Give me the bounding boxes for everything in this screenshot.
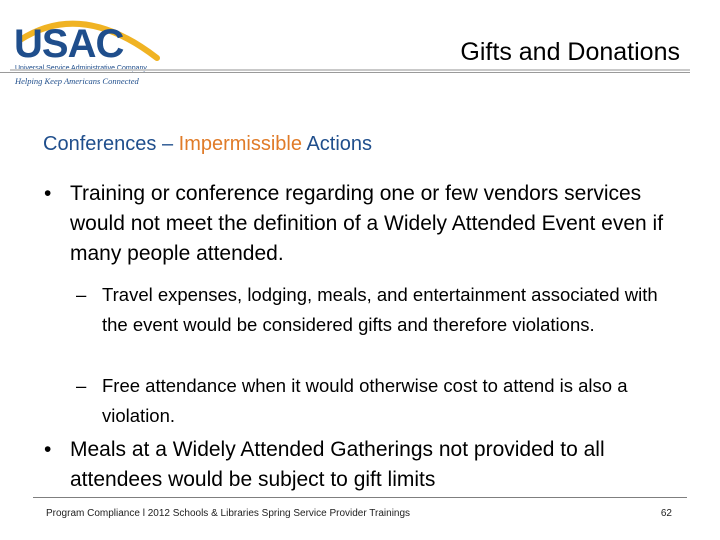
- usac-logo: [12, 10, 172, 88]
- section-heading: [43, 133, 372, 156]
- sub-bullet-item: [76, 280, 676, 340]
- bullet-marker: •: [44, 182, 52, 205]
- bullet-marker: •: [44, 438, 52, 461]
- sub-bullet-marker: –: [76, 284, 87, 305]
- bullet-item: [44, 179, 674, 269]
- bullet-item: [44, 435, 684, 495]
- sub-bullet-text: Free attendance when it would otherwise cost to attend is also a violation.: [102, 375, 628, 426]
- heading-highlight: Impermissible: [178, 133, 302, 155]
- logo-tagline: Helping Keep Americans Connected: [15, 76, 139, 86]
- footer-divider: [33, 497, 687, 498]
- header-divider: [0, 72, 690, 73]
- logo-wordmark: USAC: [14, 22, 124, 66]
- heading-part-2: Actions: [302, 133, 373, 155]
- header-divider-shadow: [10, 69, 690, 71]
- footer-text: Program Compliance l 2012 Schools & Libraries Spring Service Provider Trainings: [46, 508, 411, 519]
- bullet-text: Meals at a Widely Attended Gatherings not provided to all attendees would be subject to gift limits: [70, 438, 605, 491]
- heading-part-1: Conferences –: [43, 133, 179, 155]
- sub-bullet-text: Travel expenses, lodging, meals, and entertainment associated with the event would be considered gifts and therefore violations.: [102, 284, 658, 335]
- bullet-text: Training or conference regarding one or few vendors services would not meet the definition of a Widely Attended Event even if many people attended.: [70, 182, 664, 265]
- page-number: 62: [660, 508, 672, 519]
- sub-bullet-marker: –: [76, 375, 87, 396]
- sub-bullet-item: [76, 371, 676, 431]
- slide-title: Gifts and Donations: [460, 38, 680, 66]
